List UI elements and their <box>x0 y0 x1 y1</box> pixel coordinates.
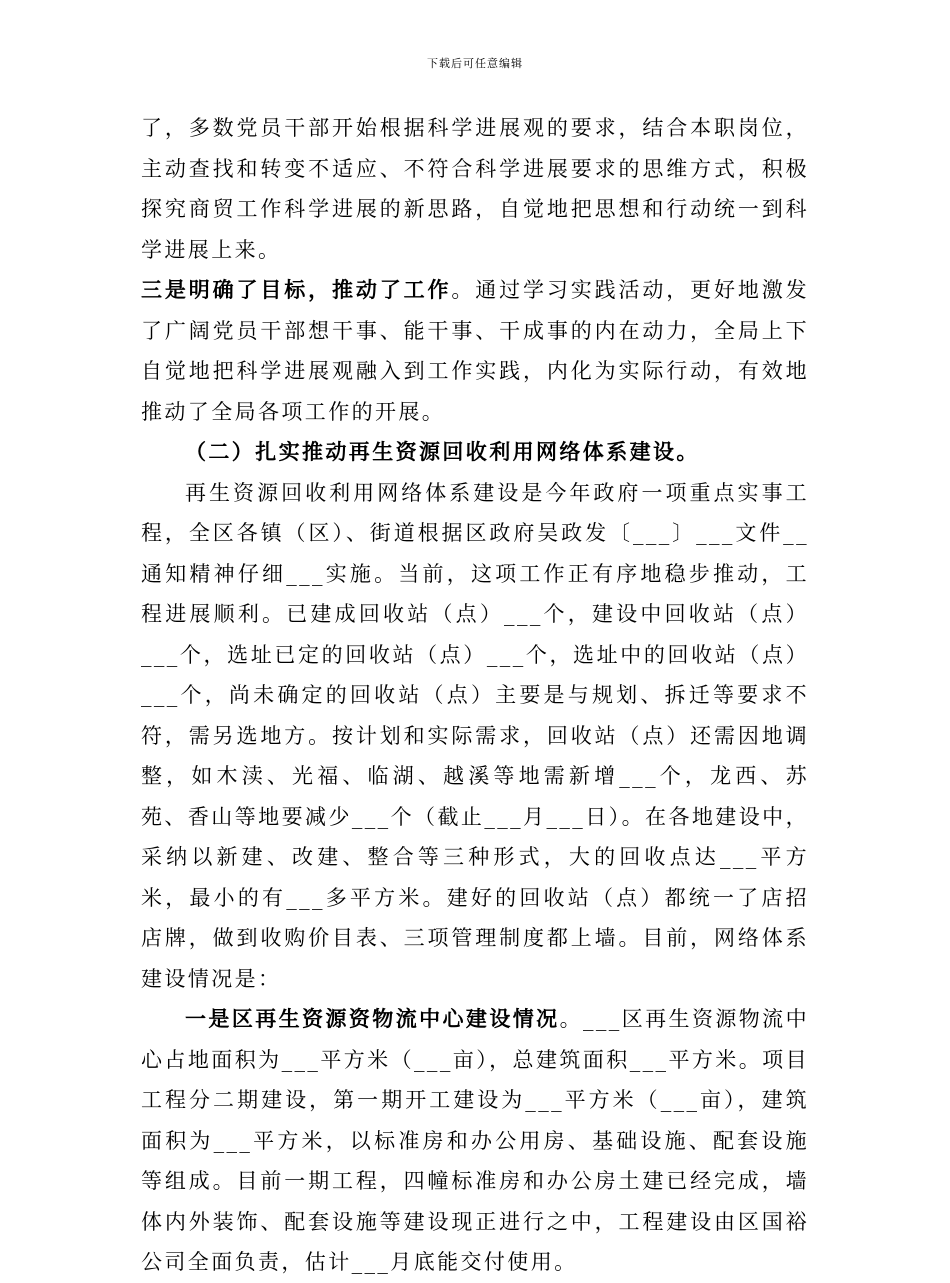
paragraph-goal-text: 。通过学习实践活动，更好地激发了广阔党员干部想干事、能干事、干成事的内在动力，全局上下自觉地把科学进展观融入到工作实践，内化为实际行动，有效地推动了全局各项工作的开展。 <box>141 278 810 424</box>
header-note: 下载后可任意编辑 <box>427 57 523 70</box>
paragraph-network: 再生资源回收利用网络体系建设是今年政府一项重点实事工程，全区各镇（区）、街道根据区政府吴政发〔___〕___文件__通知精神仔细___实施。当前，这项工作正有序地稳步推动，工程进展顺利。已建成回收站（点）___个，建设中回收站（点）___个，选址已定的回收站（点）___个，选址中的回收站（点）___个，尚未确定的回收站（点）主要是与规划、拆迁等要求不符，需另选地方。按计划和实际需求，回收站（点）还需因地调整，如木渎、光福、临湖、越溪等地需新增___个，龙西、苏苑、香山等地要减少___个（截止___月___日）。在各地建设中，采纳以新建、改建、整合等三种形式，大的回收点达___平方米，最小的有___多平方米。建好的回收站（点）都统一了店招店牌，做到收购价目表、三项管理制度都上墙。目前，网络体系建设情况是： <box>141 480 809 991</box>
paragraph-logistics-lead: 一是区再生资源资物流中心建设情况 <box>185 1006 560 1031</box>
paragraph-goal-lead: 三是明确了目标，推动了工作 <box>141 277 452 302</box>
paragraph-goal <box>141 270 809 432</box>
document-body <box>141 108 809 1283</box>
paragraph-logistics <box>141 999 809 1283</box>
paragraph-continuation: 了，多数党员干部开始根据科学进展观的要求，结合本职岗位，主动查找和转变不适应、不符合科学进展要求的思维方式，积极探究商贸工作科学进展的新思路，自觉地把思想和行动统一到科学进展上来。 <box>141 116 809 262</box>
section-heading: （二）扎实推动再生资源回收利用网络体系建设。 <box>185 439 700 464</box>
paragraph-logistics-text: 。___区再生资源物流中心占地面积为___平方米（___亩），总建筑面积___平方米。项目工程分二期建设，第一期开工建设为___平方米（___亩），建筑面积为___平方米，以标准房和办公用房、基础设施、配套设施等组成。目前一期工程，四幢标准房和办公房土建已经完成，墙体内外装饰、配套设施等建设现正进行之中，工程建设由区国裕公司全面负责，估计___月底能交付使用。 <box>141 1007 809 1274</box>
